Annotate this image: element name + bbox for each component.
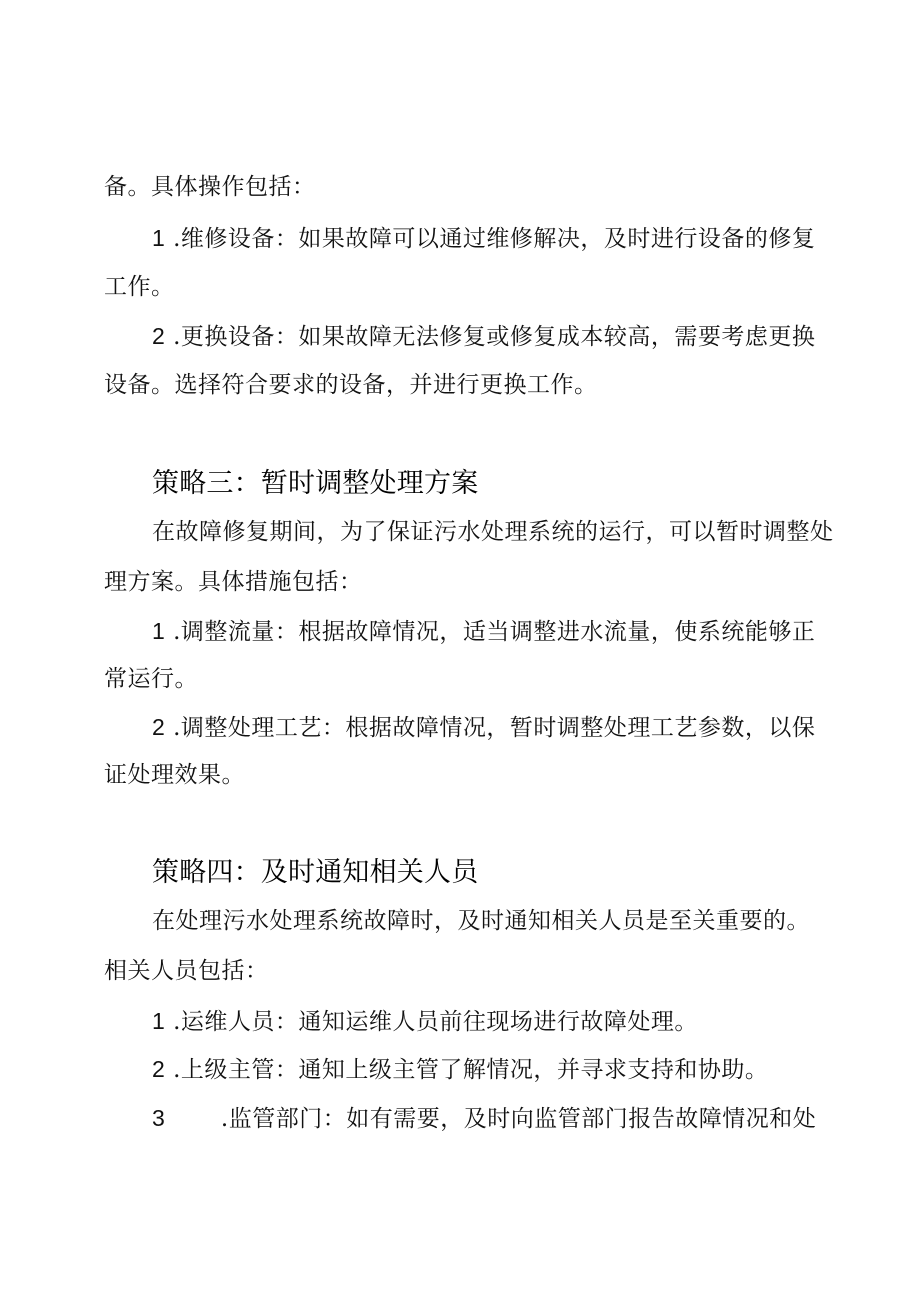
list-number: 2 (152, 714, 166, 740)
paragraph-line (152, 517, 834, 547)
list-number: 2 (152, 323, 166, 349)
section-heading-strategy-3: 策略三：暂时调整处理方案 (152, 468, 479, 499)
list-number: 1 (152, 618, 166, 644)
paragraph-line (104, 370, 598, 400)
list-item-text: .监管部门：如有需要，及时向监管部门报告故障情况和处 (220, 1106, 817, 1132)
list-item-text: .上级主管：通知上级主管了解情况，并寻求支持和协助。 (173, 1057, 769, 1083)
paragraph-line (104, 272, 175, 302)
list-item-1 (152, 616, 815, 647)
list-item-2 (152, 321, 815, 352)
list-item-text: .运维人员：通知运维人员前往现场进行故障处理。 (173, 1009, 698, 1035)
list-item-3 (152, 1103, 816, 1134)
list-number: 1 (152, 1008, 166, 1034)
paragraph-line (104, 956, 269, 986)
line-text: 工作。 (104, 274, 175, 300)
line-text: 理方案。具体措施包括： (104, 569, 363, 595)
line-text: 设备。选择符合要求的设备，并进行更换工作。 (104, 372, 598, 398)
line-text: 相关人员包括： (104, 958, 269, 984)
section-heading-strategy-4: 策略四：及时通知相关人员 (152, 857, 479, 888)
paragraph-line (104, 664, 198, 694)
list-item-text: .维修设备：如果故障可以通过维修解决，及时进行设备的修复 (173, 226, 816, 252)
list-item-1 (152, 1006, 698, 1037)
line-text: 在处理污水处理系统故障时，及时通知相关人员是至关重要的。 (152, 908, 810, 934)
paragraph-line (104, 567, 363, 597)
list-item-text: .调整处理工艺：根据故障情况，暂时调整处理工艺参数，以保 (173, 715, 816, 741)
list-item-text: .调整流量：根据故障情况，适当调整进水流量，使系统能够正 (173, 619, 816, 645)
list-number: 1 (152, 225, 166, 251)
list-item-1 (152, 223, 815, 254)
line-text: 常运行。 (104, 666, 198, 692)
list-number: 3 (152, 1105, 166, 1131)
paragraph-line (152, 906, 810, 936)
line-text: 在故障修复期间，为了保证污水处理系统的运行，可以暂时调整处 (152, 519, 834, 545)
line-text: 备。具体操作包括： (104, 174, 316, 200)
line-text: 证处理效果。 (104, 762, 245, 788)
list-number: 2 (152, 1056, 166, 1082)
list-item-2 (152, 1054, 768, 1085)
list-item-text: .更换设备：如果故障无法修复或修复成本较高，需要考虑更换 (173, 324, 816, 350)
paragraph-line (104, 760, 245, 790)
list-item-2 (152, 712, 815, 743)
paragraph-line (104, 172, 316, 202)
